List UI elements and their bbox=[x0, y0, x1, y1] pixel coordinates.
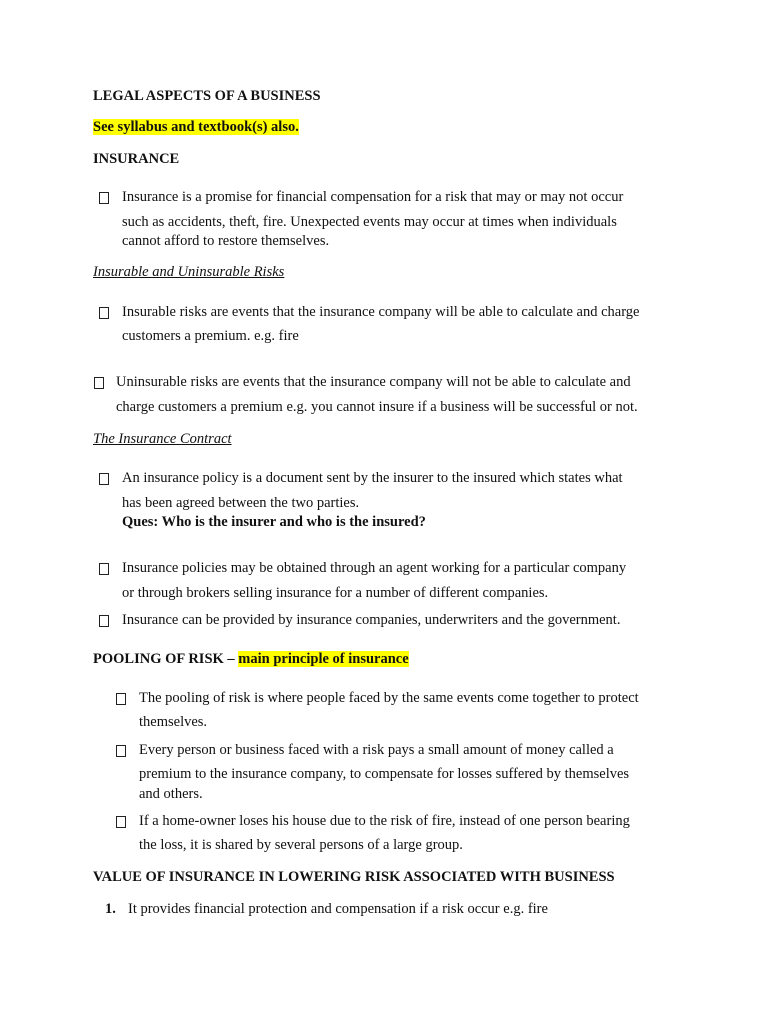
bullet-icon bbox=[116, 693, 126, 705]
pooling-2-line1: Every person or business faced with a risk pays a small amount of money called a bbox=[139, 742, 614, 758]
obtained-line2: or through brokers selling insurance for a number of different companies. bbox=[122, 585, 549, 601]
page-title: LEGAL ASPECTS OF A BUSINESS bbox=[93, 88, 321, 104]
pooling-3-line1: If a home-owner loses his house due to the risk of fire, instead of one person bearing bbox=[139, 813, 630, 829]
bullet-icon bbox=[94, 377, 104, 389]
bullet-icon bbox=[99, 307, 109, 319]
insurance-def-line3: cannot afford to restore themselves. bbox=[122, 233, 330, 249]
pooling-2-line3: and others. bbox=[139, 786, 203, 802]
insurance-def-line2: such as accidents, theft, fire. Unexpected events may occur at times when individuals bbox=[122, 214, 617, 230]
note-text bbox=[93, 119, 299, 136]
uninsurable-line2: charge customers a premium e.g. you cannot insure if a business will be successful or not. bbox=[116, 399, 638, 415]
value-1-text: It provides financial protection and compensation if a risk occur e.g. fire bbox=[128, 901, 548, 917]
note-highlight: See syllabus and textbook(s) also. bbox=[93, 119, 299, 135]
bullet-icon bbox=[116, 816, 126, 828]
value-heading: VALUE OF INSURANCE IN LOWERING RISK ASSOCIATED WITH BUSINESS bbox=[93, 869, 615, 885]
pooling-2-line2: premium to the insurance company, to compensate for losses suffered by themselves bbox=[139, 766, 630, 782]
insurable-line2: customers a premium. e.g. fire bbox=[122, 328, 299, 344]
uninsurable-line1: Uninsurable risks are events that the insurance company will not be able to calculate and bbox=[116, 374, 631, 390]
policy-line1: An insurance policy is a document sent by the insurer to the insured which states what bbox=[122, 470, 623, 486]
risks-subheading: Insurable and Uninsurable Risks bbox=[93, 264, 285, 280]
insurable-line1: Insurable risks are events that the insurance company will be able to calculate and charge bbox=[122, 304, 640, 320]
pooling-highlight: main principle of insurance bbox=[238, 651, 409, 667]
insurance-def-line1: Insurance is a promise for financial compensation for a risk that may or may not occur bbox=[122, 189, 624, 205]
contract-subheading: The Insurance Contract bbox=[93, 431, 232, 447]
policy-question: Ques: Who is the insurer and who is the insured? bbox=[122, 514, 426, 530]
bullet-icon bbox=[99, 473, 109, 485]
pooling-heading bbox=[93, 651, 409, 668]
policy-line2: has been agreed between the two parties. bbox=[122, 495, 360, 511]
pooling-1-line2: themselves. bbox=[139, 714, 208, 730]
pooling-3-line2: the loss, it is shared by several persons of a large group. bbox=[139, 837, 463, 853]
bullet-icon bbox=[99, 563, 109, 575]
obtained-line1: Insurance policies may be obtained through an agent working for a particular company bbox=[122, 560, 627, 576]
pooling-1-line1: The pooling of risk is where people faced by the same events come together to protect bbox=[139, 690, 639, 706]
pooling-heading-text: POOLING OF RISK – bbox=[93, 651, 235, 667]
insurance-heading: INSURANCE bbox=[93, 151, 180, 167]
provided-line1: Insurance can be provided by insurance companies, underwriters and the government. bbox=[122, 612, 621, 628]
bullet-icon bbox=[99, 192, 109, 204]
bullet-icon bbox=[116, 745, 126, 757]
value-1-number: 1. bbox=[105, 901, 116, 917]
bullet-icon bbox=[99, 615, 109, 627]
